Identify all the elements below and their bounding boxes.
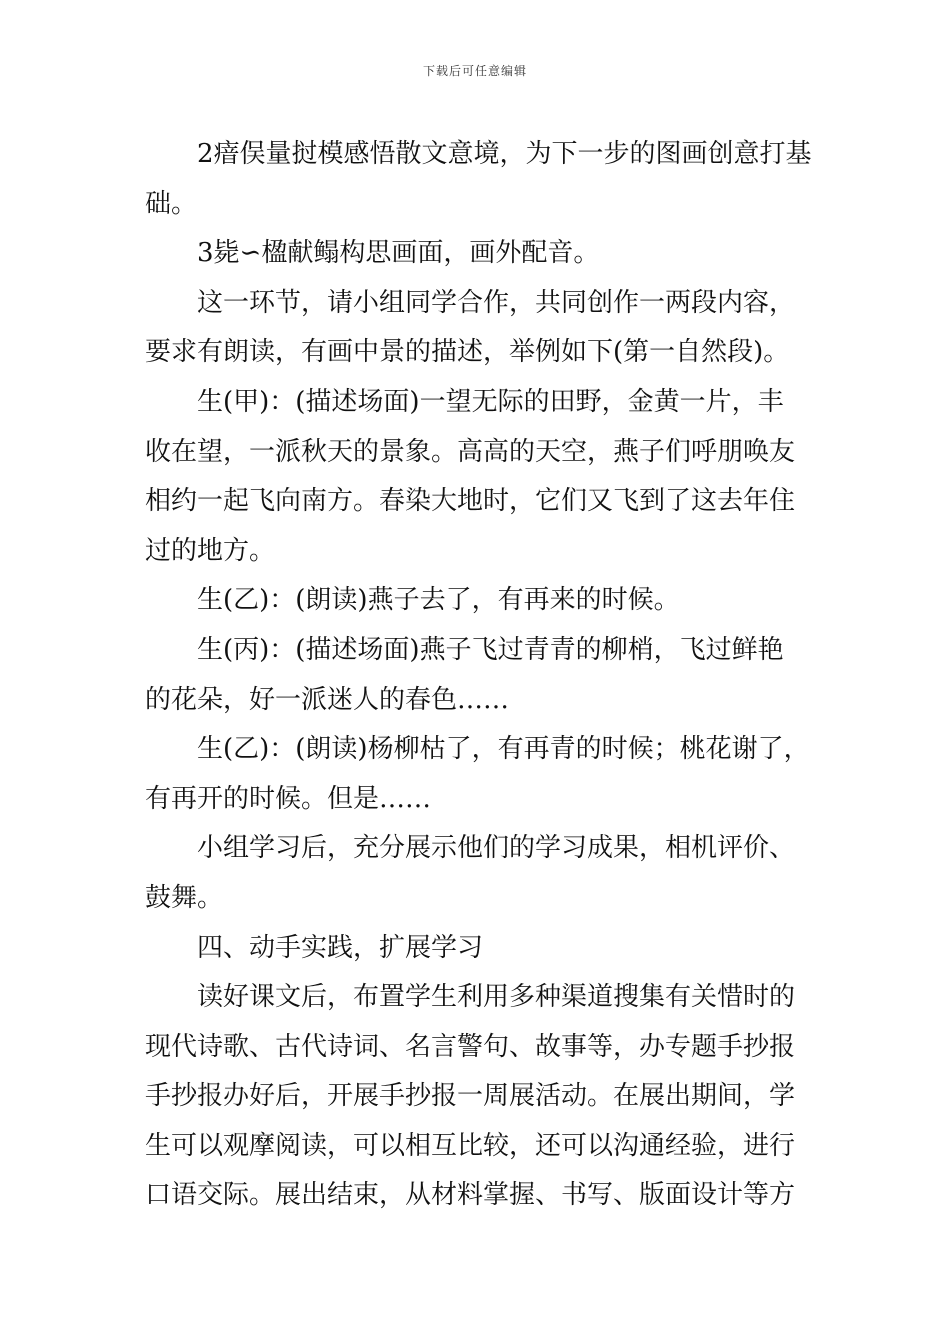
text-line: 收在望，一派秋天的景象。高高的天空，燕子们呼朋唤友 bbox=[145, 436, 796, 467]
text-line: 的花朵，好一派迷人的春色…… bbox=[145, 684, 510, 715]
text-line: 有再开的时候。但是…… bbox=[145, 783, 432, 814]
text-line: 要求有朗读，有画中景的描述，举例如下(第一自然段)。 bbox=[145, 337, 790, 368]
text-line: 过的地方。 bbox=[145, 535, 276, 566]
text-line: 读好课文后，布置学生利用多种渠道搜集有关惜时的 bbox=[197, 982, 796, 1013]
text-line: 小组学习后，充分展示他们的学习成果，相机评价、 bbox=[197, 833, 796, 864]
text-line: 现代诗歌、古代诗词、名言警句、故事等，办专题手抄报 bbox=[145, 1031, 796, 1062]
text-line: 生(丙)：(描述场面)燕子飞过青青的柳梢，飞过鲜艳 bbox=[197, 634, 784, 665]
text-line: 鼓舞。 bbox=[145, 882, 224, 913]
text-line: 生(甲)：(描述场面)一望无际的田野，金黄一片，丰 bbox=[197, 386, 784, 417]
section-heading: 四、动手实践，扩展学习 bbox=[197, 932, 484, 963]
text-line: 生(乙)：(朗读)杨柳枯了，有再青的时候；桃花谢了， bbox=[197, 734, 810, 765]
text-line: 生(乙)：(朗读)燕子去了，有再来的时候。 bbox=[197, 585, 680, 616]
text-line: 口语交际。展出结束，从材料掌握、书写、版面设计等方 bbox=[145, 1180, 796, 1211]
document-body bbox=[145, 130, 825, 1221]
page-header: 下载后可任意编辑 bbox=[422, 64, 527, 78]
text-line: 这一环节，请小组同学合作，共同创作一两段内容， bbox=[197, 287, 796, 318]
text-line: 3毙∽楹献鳎构思画面，画外配音。 bbox=[197, 238, 600, 269]
text-line: 手抄报办好后，开展手抄报一周展活动。在展出期间，学 bbox=[145, 1081, 796, 1112]
text-line: 相约一起飞向南方。春染大地时，它们又飞到了这去年住 bbox=[145, 486, 796, 517]
text-line: 2瘖俣量挝模感悟散文意境，为下一步的图画创意打基 bbox=[197, 139, 812, 169]
text-line: 础。 bbox=[145, 188, 198, 219]
text-line: 生可以观摩阅读，可以相互比较，还可以沟通经验，进行 bbox=[145, 1130, 796, 1161]
